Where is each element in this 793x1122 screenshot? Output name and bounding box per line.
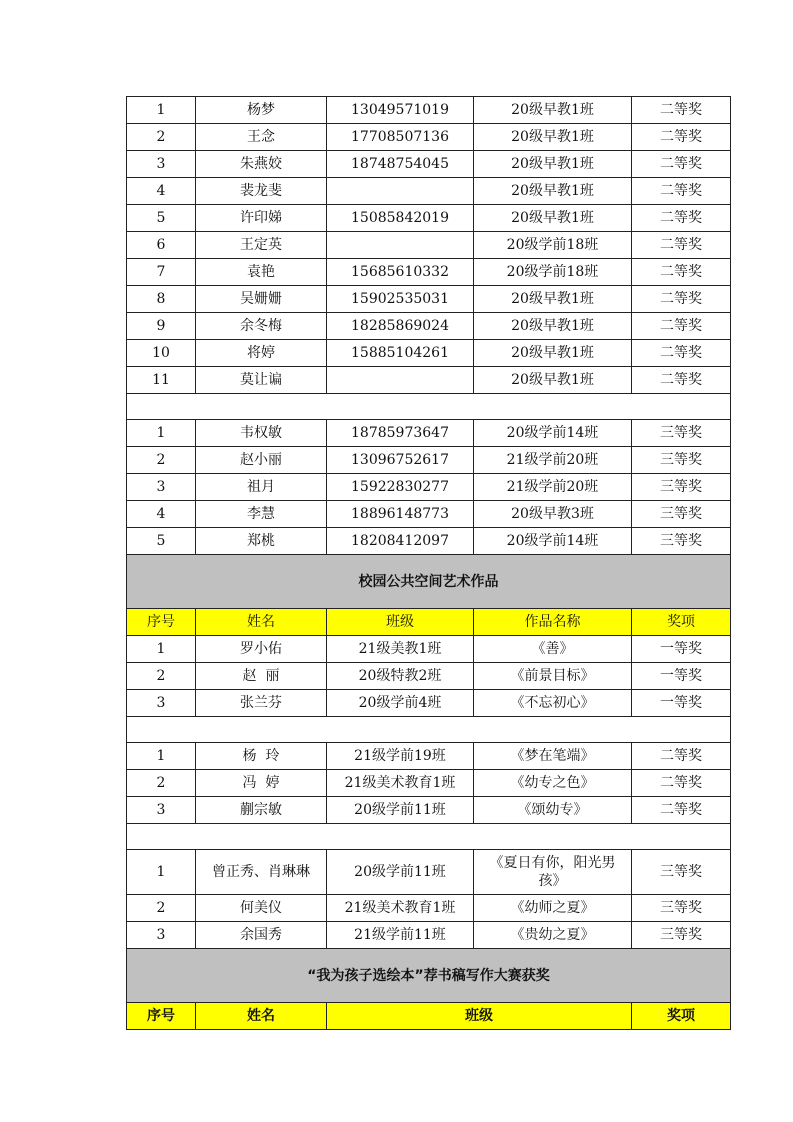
table-row [127, 97, 731, 124]
phone-number: 15685610332 [327, 259, 474, 286]
class-name: 20级学前18班 [474, 259, 632, 286]
phone-number: 15902535031 [327, 286, 474, 313]
student-name: 蒯宗敏 [196, 797, 327, 824]
class-name: 20级学前11班 [327, 797, 474, 824]
award-level: 三等奖 [632, 528, 731, 555]
phone-number: 13049571019 [327, 97, 474, 124]
class-name: 21级美术教育1班 [327, 895, 474, 922]
student-name: 赵小丽 [196, 447, 327, 474]
phone-number [327, 232, 474, 259]
table-row [127, 528, 731, 555]
student-name: 王念 [196, 124, 327, 151]
student-name: 杨 玲 [196, 743, 327, 770]
phone-number [327, 367, 474, 394]
award-level: 二等奖 [632, 797, 731, 824]
table-row [127, 259, 731, 286]
award-level: 二等奖 [632, 178, 731, 205]
class-name: 20级早教1班 [474, 151, 632, 178]
class-name: 20级早教1班 [474, 313, 632, 340]
row-number: 5 [127, 205, 196, 232]
header-class: 班级 [327, 1003, 632, 1030]
row-number: 2 [127, 447, 196, 474]
award-level: 二等奖 [632, 367, 731, 394]
row-number: 4 [127, 178, 196, 205]
table-row [127, 340, 731, 367]
row-number: 3 [127, 151, 196, 178]
awards-table [126, 96, 731, 1030]
award-level: 一等奖 [632, 663, 731, 690]
work-title: 《不忘初心》 [474, 690, 632, 717]
row-number: 2 [127, 663, 196, 690]
class-name: 20级早教1班 [474, 205, 632, 232]
student-name: 何美仪 [196, 895, 327, 922]
class-name: 20级早教1班 [474, 97, 632, 124]
table-row [127, 474, 731, 501]
class-name: 20级学前4班 [327, 690, 474, 717]
row-number: 7 [127, 259, 196, 286]
student-name: 将婷 [196, 340, 327, 367]
row-number: 3 [127, 474, 196, 501]
award-level: 二等奖 [632, 313, 731, 340]
work-title: 《颂幼专》 [474, 797, 632, 824]
student-name: 韦权敏 [196, 420, 327, 447]
award-level: 三等奖 [632, 922, 731, 949]
student-name: 王定英 [196, 232, 327, 259]
award-level: 二等奖 [632, 124, 731, 151]
row-number: 1 [127, 636, 196, 663]
work-title: 《善》 [474, 636, 632, 663]
student-name: 吴姗姗 [196, 286, 327, 313]
student-name: 许印娣 [196, 205, 327, 232]
row-number: 3 [127, 922, 196, 949]
student-name: 莫让谝 [196, 367, 327, 394]
table-row [127, 770, 731, 797]
row-number: 1 [127, 420, 196, 447]
award-level: 二等奖 [632, 743, 731, 770]
table-row [127, 205, 731, 232]
work-title: 《幼专之色》 [474, 770, 632, 797]
class-name: 20级特教2班 [327, 663, 474, 690]
blank-separator-row [127, 394, 731, 420]
award-level: 二等奖 [632, 340, 731, 367]
student-name: 曾正秀、肖琳琳 [196, 850, 327, 895]
award-level: 三等奖 [632, 501, 731, 528]
table-header-row [127, 609, 731, 636]
award-level: 一等奖 [632, 636, 731, 663]
student-name: 余冬梅 [196, 313, 327, 340]
table-row [127, 636, 731, 663]
header-number: 序号 [127, 609, 196, 636]
row-number: 1 [127, 97, 196, 124]
student-name: 袁艳 [196, 259, 327, 286]
header-award: 奖项 [632, 1003, 731, 1030]
work-title: 《贵幼之夏》 [474, 922, 632, 949]
table-row [127, 663, 731, 690]
class-name: 21级学前20班 [474, 474, 632, 501]
blank-separator-row [127, 824, 731, 850]
class-name: 21级学前11班 [327, 922, 474, 949]
award-level: 二等奖 [632, 286, 731, 313]
student-name: 李慧 [196, 501, 327, 528]
phone-number: 15085842019 [327, 205, 474, 232]
table-row [127, 313, 731, 340]
phone-number: 17708507136 [327, 124, 474, 151]
row-number: 10 [127, 340, 196, 367]
class-name: 20级早教1班 [474, 124, 632, 151]
row-number: 9 [127, 313, 196, 340]
student-name: 张兰芬 [196, 690, 327, 717]
table-row [127, 690, 731, 717]
award-level: 三等奖 [632, 474, 731, 501]
award-level: 二等奖 [632, 232, 731, 259]
table-row [127, 124, 731, 151]
student-name: 杨梦 [196, 97, 327, 124]
phone-number: 18748754045 [327, 151, 474, 178]
student-name: 朱燕姣 [196, 151, 327, 178]
header-award: 奖项 [632, 609, 731, 636]
row-number: 2 [127, 124, 196, 151]
award-level: 二等奖 [632, 770, 731, 797]
student-name: 郑桃 [196, 528, 327, 555]
table-header-row [127, 1003, 731, 1030]
class-name: 21级学前19班 [327, 743, 474, 770]
section-title: “我为孩子选绘本”荐书稿写作大赛获奖 [127, 949, 731, 1003]
row-number: 3 [127, 797, 196, 824]
table-row [127, 743, 731, 770]
table-row [127, 367, 731, 394]
phone-number: 15922830277 [327, 474, 474, 501]
student-name: 裴龙斐 [196, 178, 327, 205]
table-row [127, 850, 731, 895]
section-title-row [127, 949, 731, 1003]
student-name: 冯 婷 [196, 770, 327, 797]
award-level: 三等奖 [632, 420, 731, 447]
class-name: 20级早教3班 [474, 501, 632, 528]
row-number: 2 [127, 895, 196, 922]
section-title: 校园公共空间艺术作品 [127, 555, 731, 609]
table-row [127, 797, 731, 824]
student-name: 祖月 [196, 474, 327, 501]
class-name: 21级美术教育1班 [327, 770, 474, 797]
row-number: 6 [127, 232, 196, 259]
class-name: 20级早教1班 [474, 286, 632, 313]
table-row [127, 232, 731, 259]
row-number: 2 [127, 770, 196, 797]
class-name: 20级学前14班 [474, 528, 632, 555]
row-number: 5 [127, 528, 196, 555]
table-row [127, 151, 731, 178]
row-number: 1 [127, 850, 196, 895]
work-title: 《梦在笔端》 [474, 743, 632, 770]
class-name: 21级美教1班 [327, 636, 474, 663]
class-name: 20级学前14班 [474, 420, 632, 447]
class-name: 20级学前11班 [327, 850, 474, 895]
table-row [127, 895, 731, 922]
award-level: 二等奖 [632, 97, 731, 124]
phone-number: 18208412097 [327, 528, 474, 555]
table-row [127, 501, 731, 528]
table-row [127, 178, 731, 205]
class-name: 20级早教1班 [474, 340, 632, 367]
table-row [127, 420, 731, 447]
award-level: 一等奖 [632, 690, 731, 717]
student-name: 赵 丽 [196, 663, 327, 690]
table-row [127, 922, 731, 949]
class-name: 20级学前18班 [474, 232, 632, 259]
award-level: 三等奖 [632, 895, 731, 922]
student-name: 余国秀 [196, 922, 327, 949]
award-level: 三等奖 [632, 850, 731, 895]
work-title: 《夏日有你，阳光男孩》 [474, 850, 632, 895]
header-name: 姓名 [196, 1003, 327, 1030]
table-row [127, 447, 731, 474]
student-name: 罗小佑 [196, 636, 327, 663]
phone-number: 13096752617 [327, 447, 474, 474]
row-number: 11 [127, 367, 196, 394]
work-title: 《幼师之夏》 [474, 895, 632, 922]
phone-number [327, 178, 474, 205]
class-name: 20级早教1班 [474, 367, 632, 394]
row-number: 8 [127, 286, 196, 313]
row-number: 3 [127, 690, 196, 717]
phone-number: 18785973647 [327, 420, 474, 447]
row-number: 1 [127, 743, 196, 770]
header-class: 班级 [327, 609, 474, 636]
blank-separator-row [127, 717, 731, 743]
work-title: 《前景目标》 [474, 663, 632, 690]
class-name: 21级学前20班 [474, 447, 632, 474]
row-number: 4 [127, 501, 196, 528]
header-number: 序号 [127, 1003, 196, 1030]
award-level: 三等奖 [632, 447, 731, 474]
phone-number: 18896148773 [327, 501, 474, 528]
header-name: 姓名 [196, 609, 327, 636]
class-name: 20级早教1班 [474, 178, 632, 205]
award-level: 二等奖 [632, 151, 731, 178]
phone-number: 15885104261 [327, 340, 474, 367]
award-level: 二等奖 [632, 205, 731, 232]
phone-number: 18285869024 [327, 313, 474, 340]
header-work: 作品名称 [474, 609, 632, 636]
table-row [127, 286, 731, 313]
section-title-row [127, 555, 731, 609]
award-level: 二等奖 [632, 259, 731, 286]
